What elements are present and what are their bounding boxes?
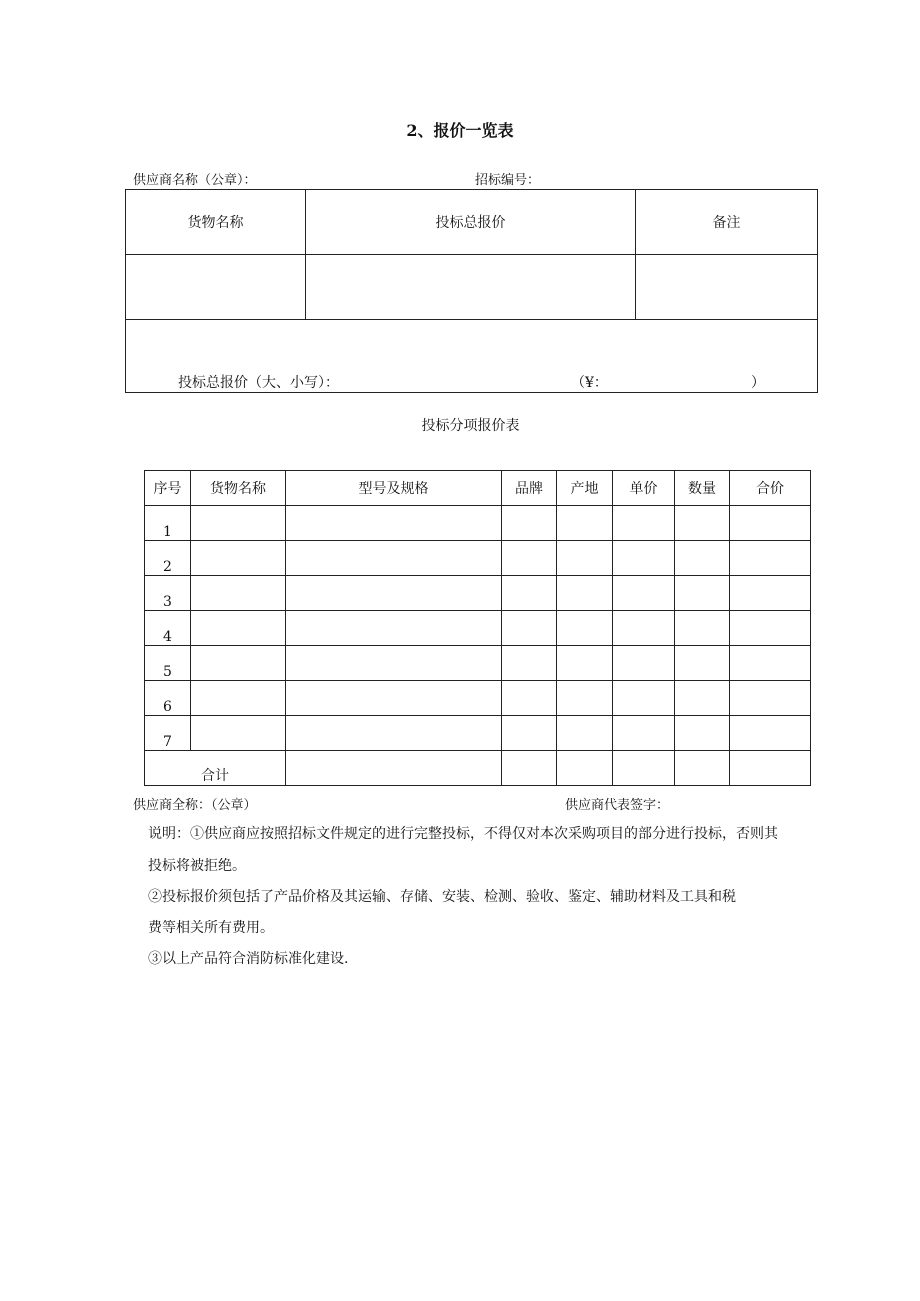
representative-signature-label: 供应商代表签字：	[565, 798, 670, 813]
col-brand: 品牌	[502, 471, 557, 506]
detail-table-title: 投标分项报价表	[421, 418, 520, 434]
table-row	[145, 541, 811, 576]
row-seq: 2	[145, 541, 191, 576]
note-line-2: 投标将被拒绝。	[148, 858, 246, 874]
table-row	[145, 576, 811, 611]
supplier-fullname-label: 供应商全称：（公章）	[133, 798, 257, 813]
summary-col-total-price: 投标总报价	[306, 190, 636, 255]
detail-header-row	[145, 471, 811, 506]
detail-total-row	[145, 751, 811, 786]
summary-header-row	[126, 190, 818, 255]
table-row	[145, 646, 811, 681]
summary-col-goods: 货物名称	[126, 190, 306, 255]
table-row	[145, 681, 811, 716]
summary-total-cell[interactable]	[126, 320, 818, 393]
row-seq: 5	[145, 646, 191, 681]
summary-remarks-cell[interactable]	[636, 255, 818, 320]
table-row	[145, 716, 811, 751]
col-seq: 序号	[145, 471, 191, 506]
note-line-1: 说明：①供应商应按照招标文件规定的进行完整投标，不得仅对本次采购项目的部分进行投标，否则其	[148, 826, 778, 842]
table-row	[145, 611, 811, 646]
row-seq: 1	[145, 506, 191, 541]
summary-total-row	[126, 320, 818, 393]
row-seq: 7	[145, 716, 191, 751]
supplier-name-label: 供应商名称（公章）：	[133, 173, 257, 188]
table-row	[145, 506, 811, 541]
detail-total-label: 合计	[145, 751, 286, 786]
page-title: 2、报价一览表	[406, 121, 514, 140]
col-origin: 产地	[557, 471, 613, 506]
summary-col-remarks: 备注	[636, 190, 818, 255]
row-seq: 4	[145, 611, 191, 646]
itemized-quote-table	[144, 470, 811, 786]
total-price-label: 投标总报价（大、小写）：	[178, 375, 339, 391]
col-goods-name: 货物名称	[191, 471, 286, 506]
note-line-4: 费等相关所有费用。	[148, 920, 274, 936]
summary-goods-cell[interactable]	[126, 255, 306, 320]
summary-price-cell[interactable]	[306, 255, 636, 320]
total-amount-close: ）	[751, 375, 765, 391]
row-seq: 6	[145, 681, 191, 716]
note-line-5: ③以上产品符合消防标准化建设.	[148, 951, 349, 967]
summary-data-row	[126, 255, 818, 320]
col-model-spec: 型号及规格	[286, 471, 502, 506]
note-line-3: ②投标报价须包括了产品价格及其运输、存储、安装、检测、验收、鉴定、辅助材料及工具和税	[148, 889, 736, 905]
total-amount-open: （¥：	[571, 375, 608, 391]
col-subtotal: 合价	[730, 471, 811, 506]
col-quantity: 数量	[675, 471, 730, 506]
bid-number-label: 招标编号：	[475, 173, 541, 188]
col-unit-price: 单价	[613, 471, 675, 506]
row-seq: 3	[145, 576, 191, 611]
quote-summary-table	[125, 189, 818, 393]
